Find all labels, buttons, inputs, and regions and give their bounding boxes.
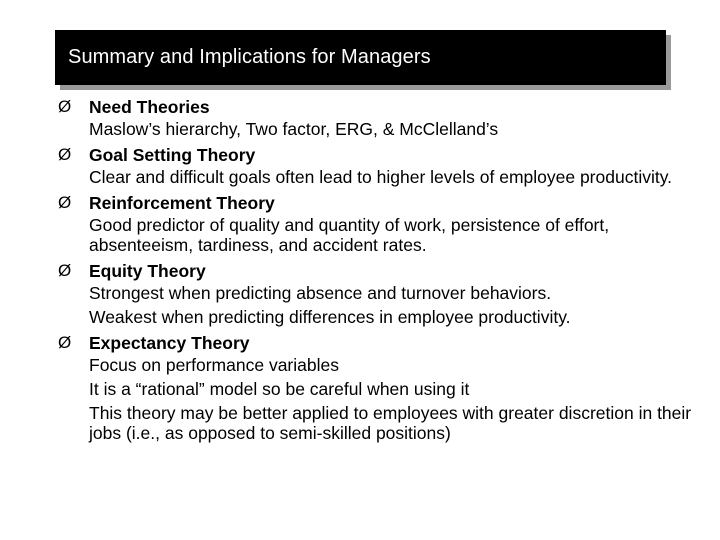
item-detail: It is a “rational” model so be careful when using it (89, 379, 470, 399)
item-heading: Need Theories (89, 97, 210, 117)
item-detail: Weakest when predicting differences in employee productivity. (89, 307, 571, 327)
arrow-bullet-icon: Ø (58, 333, 72, 352)
arrow-bullet-icon: Ø (58, 97, 72, 116)
item-detail: Maslow’s hierarchy, Two factor, ERG, & McClelland’s (89, 119, 499, 139)
list-item-reinforcement-theory (58, 191, 698, 255)
bullet-list (58, 95, 698, 447)
arrow-bullet-icon: Ø (58, 145, 72, 164)
item-detail: This theory may be better applied to employees with greater discretion in their jobs (i.e., as opposed to semi-skilled positions) (89, 403, 692, 443)
slide-title: Summary and Implications for Managers (68, 46, 431, 68)
title-bar (55, 30, 666, 85)
item-heading: Equity Theory (89, 261, 206, 281)
item-heading: Expectancy Theory (89, 333, 250, 353)
list-item-goal-setting-theory (58, 143, 698, 187)
arrow-bullet-icon: Ø (58, 193, 72, 212)
item-detail: Good predictor of quality and quantity of work, persistence of effort, absenteeism, tardiness, and accident rates. (89, 215, 610, 255)
item-detail: Strongest when predicting absence and turnover behaviors. (89, 283, 552, 303)
item-detail: Clear and difficult goals often lead to higher levels of employee productivity. (89, 167, 673, 187)
arrow-bullet-icon: Ø (58, 261, 72, 280)
item-heading: Reinforcement Theory (89, 193, 275, 213)
list-item-equity-theory (58, 259, 698, 327)
item-heading: Goal Setting Theory (89, 145, 256, 165)
item-detail: Focus on performance variables (89, 355, 339, 375)
list-item-expectancy-theory (58, 331, 698, 443)
list-item-need-theories (58, 95, 698, 139)
